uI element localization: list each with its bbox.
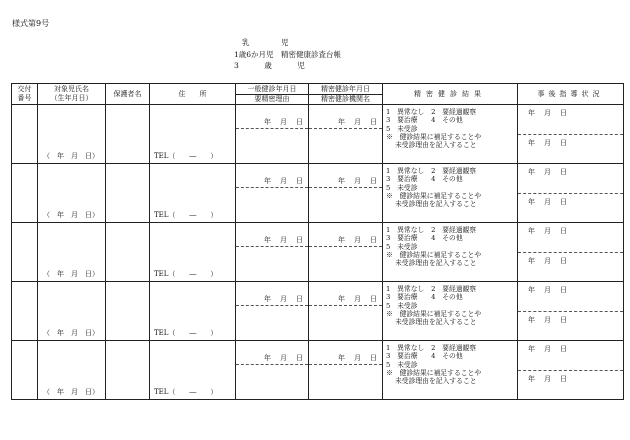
dashed-divider: [309, 364, 382, 365]
result-option-line: 5 未受診: [386, 301, 418, 310]
result-note: 未受診理由を記入すること: [395, 141, 477, 150]
ledger-row: [12, 164, 624, 223]
result-note: 未受診理由を記入すること: [395, 259, 477, 268]
birth-date: （ 年 月 日）: [43, 388, 99, 396]
delivery-number-cell[interactable]: [12, 223, 38, 282]
birth-date: （ 年 月 日）: [43, 270, 99, 278]
tel-field: TEL（ ― ）: [154, 152, 218, 160]
followup-date: 年 月 日: [528, 227, 568, 235]
general-exam-cell[interactable]: [236, 341, 309, 400]
result-note: ※ 健診結果に補足することや: [386, 250, 482, 259]
dashed-divider: [518, 370, 623, 371]
header-address: 住 所: [150, 84, 236, 105]
precise-exam-cell[interactable]: [309, 164, 383, 223]
followup-date: 年 月 日: [528, 375, 568, 383]
tel-field: TEL（ ― ）: [154, 329, 218, 337]
result-option-line: 3 要治療 4 その他: [386, 352, 463, 361]
title-line-three-year: 3 歳 児: [234, 61, 314, 70]
followup-date: 年 月 日: [528, 109, 568, 117]
header-precise-results: 精密健診結果: [383, 84, 518, 105]
general-exam-cell[interactable]: [236, 282, 309, 341]
followup-cell[interactable]: [518, 105, 624, 164]
child-name-cell[interactable]: [38, 223, 106, 282]
followup-cell[interactable]: [518, 164, 624, 223]
followup-date: 年 月 日: [528, 316, 568, 324]
header-guardian: 保護者名: [106, 84, 150, 105]
dashed-divider: [236, 364, 308, 365]
guardian-cell[interactable]: [106, 223, 150, 282]
precise-exam-cell[interactable]: [309, 282, 383, 341]
precise-exam-date: 年 月 日: [338, 354, 378, 362]
dashed-divider: [309, 128, 382, 129]
general-exam-date: 年 月 日: [264, 295, 304, 303]
birth-date: （ 年 月 日）: [43, 211, 99, 219]
form-number: 様式第9号: [12, 19, 50, 28]
followup-cell[interactable]: [518, 341, 624, 400]
result-option-line: 5 未受診: [386, 124, 418, 133]
title-line-infant: 乳 児: [242, 38, 301, 47]
followup-cell[interactable]: [518, 282, 624, 341]
result-option-line: 3 要治療 4 その他: [386, 293, 463, 302]
dashed-divider: [236, 246, 308, 247]
result-note: 未受診理由を記入すること: [395, 318, 477, 327]
ledger-row: [12, 341, 624, 400]
dashed-divider: [236, 128, 308, 129]
followup-date: 年 月 日: [528, 198, 568, 206]
precise-exam-date: 年 月 日: [338, 118, 378, 126]
precise-exam-date: 年 月 日: [338, 295, 378, 303]
delivery-number-cell[interactable]: [12, 282, 38, 341]
result-note: ※ 健診結果に補足することや: [386, 309, 482, 318]
result-option-line: 1 異常なし 2 要経過観察: [386, 226, 477, 234]
header-precise-exam: [309, 84, 383, 105]
followup-date: 年 月 日: [528, 257, 568, 265]
birth-date: （ 年 月 日）: [43, 329, 99, 337]
header-followup: 事後指導状況: [518, 84, 624, 105]
tel-field: TEL（ ― ）: [154, 388, 218, 396]
precise-results-cell[interactable]: [383, 164, 518, 223]
delivery-number-cell[interactable]: [12, 341, 38, 400]
dashed-divider: [236, 305, 308, 306]
ledger-row: [12, 105, 624, 164]
dashed-divider: [236, 187, 308, 188]
dashed-divider: [309, 187, 382, 188]
precise-results-cell[interactable]: [383, 223, 518, 282]
general-exam-date: 年 月 日: [264, 354, 304, 362]
header-precise-facility: 精密健診機関名: [321, 94, 370, 103]
precise-exam-date: 年 月 日: [338, 177, 378, 185]
followup-date: 年 月 日: [528, 168, 568, 176]
ledger-row: [12, 282, 624, 341]
general-exam-date: 年 月 日: [264, 118, 304, 126]
ledger-title: [234, 37, 341, 72]
address-cell[interactable]: [150, 105, 236, 164]
guardian-cell[interactable]: [106, 164, 150, 223]
result-option-line: 1 異常なし 2 要経過観察: [386, 108, 477, 116]
child-name-cell[interactable]: [38, 105, 106, 164]
address-cell[interactable]: [150, 341, 236, 400]
result-note: ※ 健診結果に補足することや: [386, 368, 482, 377]
general-exam-cell[interactable]: [236, 105, 309, 164]
header-delivery-number: 交付 番号: [12, 84, 38, 105]
dashed-divider: [518, 311, 623, 312]
precise-exam-cell[interactable]: [309, 341, 383, 400]
result-option-line: 5 未受診: [386, 183, 418, 192]
header-precise-exam-date: 精密健診年月日: [309, 85, 382, 95]
result-note: ※ 健診結果に補足することや: [386, 191, 482, 200]
header-general-exam: [236, 84, 309, 105]
guardian-cell[interactable]: [106, 105, 150, 164]
result-option-line: 3 要治療 4 その他: [386, 175, 463, 184]
header-precise-reason: 要精密理由: [254, 94, 290, 103]
followup-cell[interactable]: [518, 223, 624, 282]
precise-exam-date: 年 月 日: [338, 236, 378, 244]
address-cell[interactable]: [150, 282, 236, 341]
tel-field: TEL（ ― ）: [154, 270, 218, 278]
header-child-name: 対象児氏名 （生年月日）: [38, 84, 106, 105]
result-option-line: 1 異常なし 2 要経過観察: [386, 285, 477, 293]
delivery-number-cell[interactable]: [12, 164, 38, 223]
delivery-number-cell[interactable]: [12, 105, 38, 164]
ledger-table: [11, 83, 624, 400]
result-note: ※ 健診結果に補足することや: [386, 132, 482, 141]
precise-results-cell[interactable]: [383, 341, 518, 400]
general-exam-cell[interactable]: [236, 223, 309, 282]
result-option-line: 1 異常なし 2 要経過観察: [386, 344, 477, 352]
precise-exam-cell[interactable]: [309, 105, 383, 164]
result-option-line: 3 要治療 4 その他: [386, 116, 463, 125]
birth-date: （ 年 月 日）: [43, 152, 99, 160]
general-exam-cell[interactable]: [236, 164, 309, 223]
precise-results-cell[interactable]: [383, 282, 518, 341]
result-note: 未受診理由を記入すること: [395, 377, 477, 386]
child-name-cell[interactable]: [38, 164, 106, 223]
result-option-line: 3 要治療 4 その他: [386, 234, 463, 243]
dashed-divider: [518, 134, 623, 135]
guardian-cell[interactable]: [106, 282, 150, 341]
result-option-line: 1 異常なし 2 要経過観察: [386, 167, 477, 175]
address-cell[interactable]: [150, 223, 236, 282]
title-line-main: 1歳6か月児 精密健康診査台帳: [234, 49, 342, 59]
general-exam-date: 年 月 日: [264, 177, 304, 185]
followup-date: 年 月 日: [528, 345, 568, 353]
followup-date: 年 月 日: [528, 139, 568, 147]
precise-exam-cell[interactable]: [309, 223, 383, 282]
result-option-line: 5 未受診: [386, 242, 418, 251]
dashed-divider: [518, 252, 623, 253]
guardian-cell[interactable]: [106, 341, 150, 400]
result-option-line: 5 未受診: [386, 360, 418, 369]
child-name-cell[interactable]: [38, 282, 106, 341]
precise-results-cell[interactable]: [383, 105, 518, 164]
result-note: 未受診理由を記入すること: [395, 200, 477, 209]
tel-field: TEL（ ― ）: [154, 211, 218, 219]
dashed-divider: [309, 305, 382, 306]
dashed-divider: [309, 246, 382, 247]
address-cell[interactable]: [150, 164, 236, 223]
child-name-cell[interactable]: [38, 341, 106, 400]
followup-date: 年 月 日: [528, 286, 568, 294]
ledger-row: [12, 223, 624, 282]
general-exam-date: 年 月 日: [264, 236, 304, 244]
dashed-divider: [518, 193, 623, 194]
header-general-exam-date: 一般健診年月日: [236, 85, 308, 95]
